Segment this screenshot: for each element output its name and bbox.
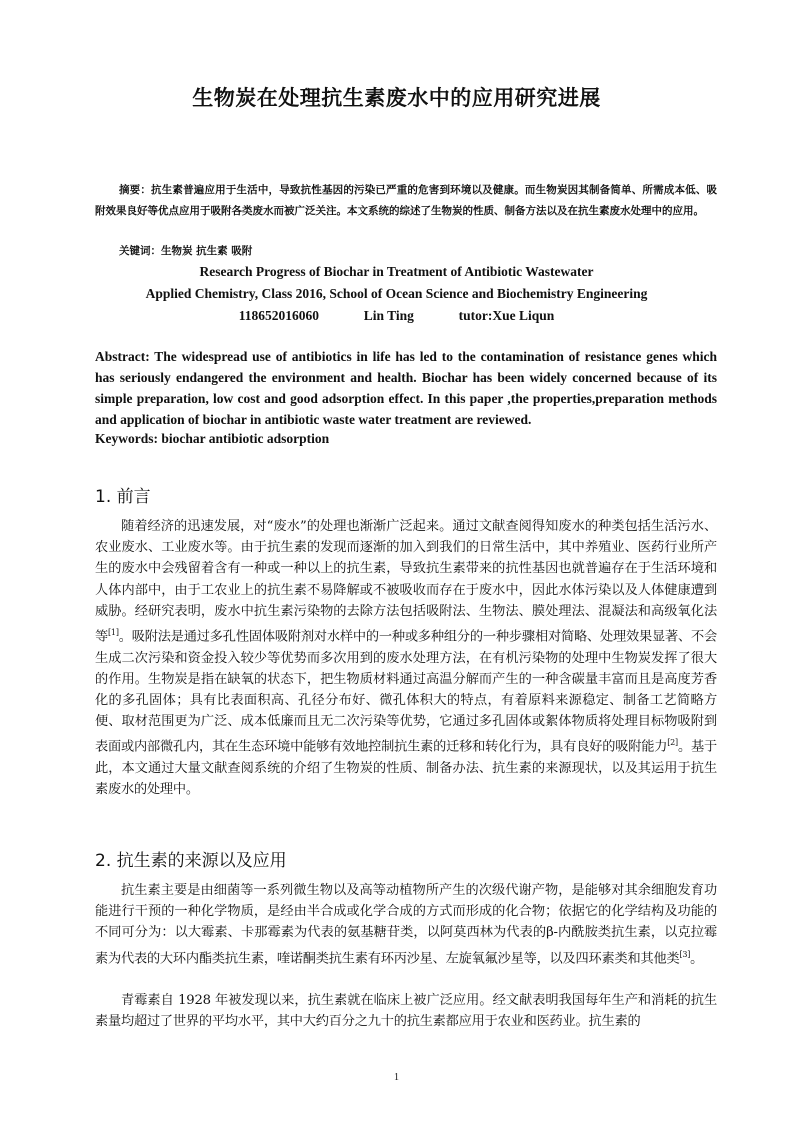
keywords-cn-label: 关键词： [119,245,161,257]
english-affiliation: Applied Chemistry, Class 2016, School of Ocean Science and Biochemistry Engineering [145,286,648,301]
section-2-text-a: 抗生素主要是由细菌等一系列微生物以及高等动植物所产生的次级代谢产物，是能够对其余细胞发育功能进行干预的一种化学物质，是经由半合成或化学合成的方式而形成的化合物；依据它的化学结构及功能的不同可分为：以大霉素、卡那霉素为代表的氨基糖苷类，以阿莫西林为代表的β-内酰胺类抗生素，以克拉霉素为代表的大环内酯类抗生素，喹诺酮类抗生素有环丙沙星、左旋氧氟沙星等，以及四环素类和其他类 [95,883,717,966]
section-2-paragraph-2: 青霉素自 1928 年被发现以来，抗生素就在临床上被广泛应用。经文献表明我国每年生产和消耗的抗生素量均超过了世界的平均水平，其中大约百分之九十的抗生素都应用于农业和医药业。抗生素的 [95,993,717,1030]
citation-1: [1] [108,628,119,638]
keywords-en: Keywords: biochar antibiotic adsorption [95,431,330,446]
author-line [0,308,793,324]
section-1-text-c: 。基于此，本文通过大量文献查阅系统的介绍了生物炭的性质、制备办法、抗生素的来源现状，以及其运用于抗生素废水的处理中。 [95,739,718,798]
abstract-cn-label: 摘要： [119,184,152,196]
student-id: 118652016060 [238,308,319,323]
keywords-cn-text: 生物炭 抗生素 吸附 [161,245,253,257]
section-2-text-b: 。 [690,951,704,966]
section-1-text-a: 随着经济的迅速发展，对“废水”的处理也渐渐广泛起来。通过文献查阅得知废水的种类包括生活污水、农业废水、工业废水等。由于抗生素的发现而逐渐的加入到我们的日常生活中，其中养殖业、医药行业所产生的废水中会残留着含有一种或一种以上的抗生素，导致抗生素带来的抗性基因也就普遍存在于生活环境和人体内部中，由于工农业上的抗生素不易降解或不被吸收而存在于废水中，因此水体污染以及人体健康遭到威胁。经研究表明，废水中抗生素污染物的去除方法包括吸附法、生物法、膜处理法、混凝法和高级氧化法等 [95,519,717,645]
abstract-en: Abstract: The widespread use of antibiotics in life has led to the contamination of resistance genes which has seriously endangered the environment and health. Biochar has been widely concerned because of its simple preparation, low cost and good adsorption effect. In this paper ,the properties,preparation methods and application of biochar in antibiotic waste water treatment are reviewed. [95,349,717,427]
section-2-heading: 2. 抗生素的来源以及应用 [95,851,287,871]
author-name: Lin Ting [363,308,414,323]
abstract-cn [95,180,717,222]
english-title: Research Progress of Biochar in Treatment of Antibiotic Wastewater [199,264,594,279]
paper-title: 生物炭在处理抗生素废水中的应用研究进展 [192,86,601,110]
abstract-cn-text: 抗生素普遍应用于生活中，导致抗性基因的污染已严重的危害到环境以及健康。而生物炭因其制备简单、所需成本低、吸附效果良好等优点应用于吸附各类废水而被广泛关注。本文系统的综述了生物炭的性质、制备方法以及在抗生素废水处理中的应用。 [95,184,717,217]
tutor-name: tutor:Xue Liqun [458,308,555,323]
citation-2: [2] [667,738,678,748]
page-number: 1 [394,1072,399,1083]
section-2-paragraph-1 [95,880,717,969]
section-1-text-b: 。吸附法是通过多孔性固体吸附剂对水样中的一种或多种组分的一种步骤相对简略、处理效果显著、不会生成二次污染和资金投入较少等优势而多次用到的废水处理方法，在有机污染物的处理中生物炭发挥了很大的作用。生物炭是指在缺氧的状态下，把生物质材料通过高温分解而产生的一种含碳量丰富而且是高度芳香化的多孔固体；具有比表面积高、孔径分布好、微孔体积大的特点，有着原料来源稳定、制备工艺简略方便、取材范围更为广泛、成本低廉而且无二次污染等优势，它通过多孔固体或絮体物质将处理目标物吸附到表面或内部微孔内，其在生态环境中能够有效地控制抗生素的迁移和转化行为，具有良好的吸附能力 [95,629,717,755]
citation-3: [3] [679,949,691,959]
section-1-paragraph [95,516,717,800]
keywords-cn [119,243,252,258]
section-1-heading: 1. 前言 [95,487,151,507]
